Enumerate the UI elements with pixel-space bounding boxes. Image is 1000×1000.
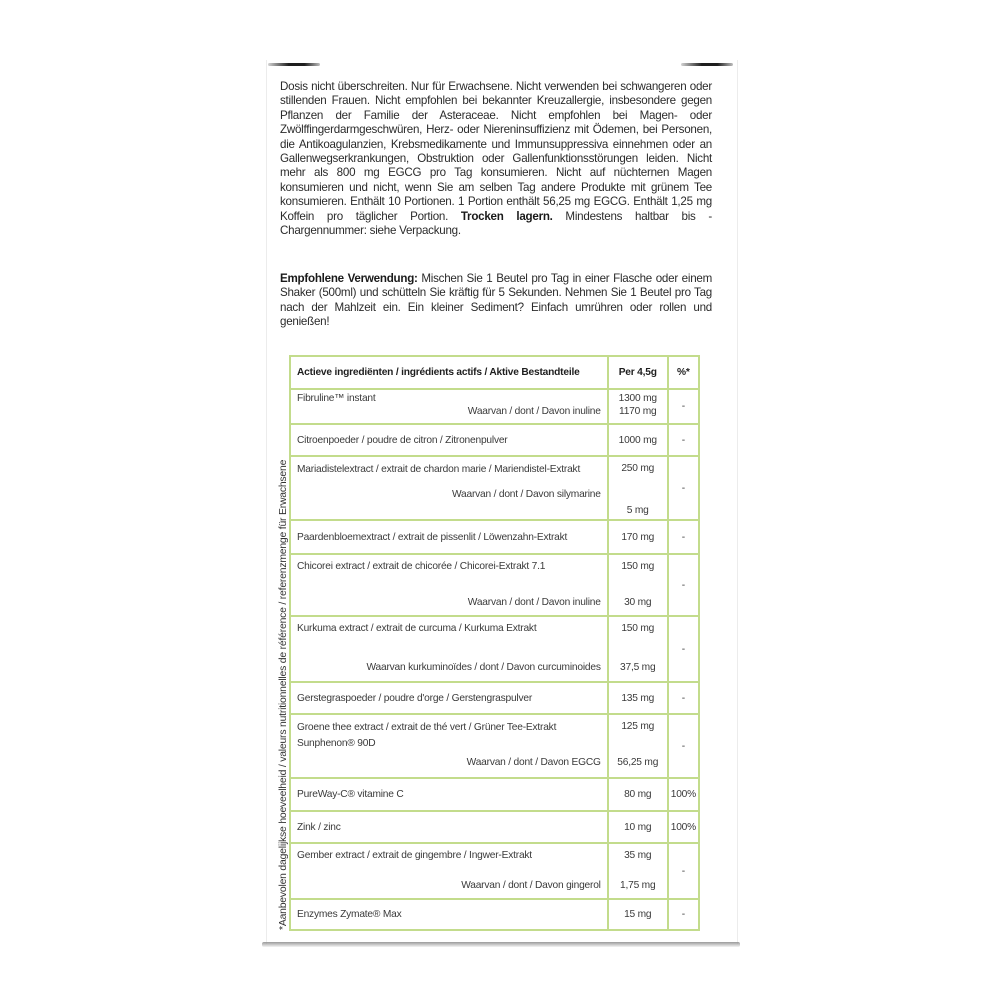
ingredient-name: Citroenpoeder / poudre de citron / Zitronenpulver (297, 434, 508, 446)
ingredient-sub-amount: 30 mg (624, 597, 652, 608)
table-row (290, 616, 699, 682)
ingredient-amount: 150 mg (621, 561, 655, 572)
ingredient-sub: Waarvan / dont / Davon silymarine (452, 489, 601, 500)
ingredient-sub-amount: 37,5 mg (620, 662, 656, 673)
ingredient-name: Paardenbloemextract / extrait de pissenlit / Löwenzahn-Extrakt (297, 531, 568, 543)
ingredient-amount: 35 mg (624, 850, 652, 861)
ingredient-percent: - (668, 520, 699, 554)
table-row (290, 682, 699, 714)
ingredient-amount: 1000 mg (618, 434, 657, 446)
storage-instruction: Trocken lagern. (460, 209, 553, 223)
ingredient-amount: 125 mg (621, 721, 655, 732)
ingredient-percent: - (668, 456, 699, 520)
ingredient-name: PureWay-C® vitamine C (297, 789, 404, 800)
ingredient-percent: - (668, 554, 699, 616)
ingredient-percent: - (668, 424, 699, 456)
ingredient-name: Gerstegraspoeder / poudre d'orge / Gerstengraspulver (297, 692, 533, 704)
table-row (290, 389, 699, 424)
ingredient-percent: - (668, 616, 699, 682)
ingredient-name: Chicorei extract / extrait de chicorée / Chicorei-Extrakt 7.1 (297, 561, 546, 572)
ingredient-sub: Waarvan / dont / Davon EGCG (466, 757, 601, 768)
warnings-text: Dosis nicht überschreiten. Nur für Erwachsene. Nicht verwenden bei schwangeren oder stillenden Frauen. Nicht empfohlen bei bekannter Kreuzallergie, insbesondere gegen Pflanzen der Familie der Asteraceae. Nicht empfohlen bei Magen- oder Zwölffingerdarmgeschwüren, Herz- oder Niereninsuffizienz mit Ödemen, bei Personen, die Antikoagulanzien, Krebsmedikamente und Immunsuppressiva einnehmen oder an Gallenwegserkrankungen, Obstruktion oder Gallenfunktionsstörungen leiden. Nicht mehr als 800 mg EGCG pro Tag konsumieren. Nicht auf nüchternen Magen konsumieren und nicht, wenn Sie am selben Tag andere Produkte mit grünem Tee konsumieren. Enthält 10 Portionen. 1 Portion enthält 56,25 mg EGCG. Enthält 1,25 mg Koffein pro täglicher Portion. (280, 80, 712, 223)
table-row (290, 554, 699, 616)
ingredient-name: Kurkuma extract / extrait de curcuma / Kurkuma Extrakt (297, 623, 537, 634)
ingredient-name: Fibruline™ instant (297, 393, 376, 404)
panel-bottom-shadow (262, 942, 740, 947)
ingredient-sub: Waarvan / dont / Davon inuline (467, 406, 601, 417)
ingredient-percent: - (668, 899, 699, 930)
ingredient-amount: 1300 mg (618, 393, 657, 404)
ingredient-percent: - (668, 714, 699, 778)
ingredient-amount: 170 mg (621, 531, 655, 543)
ingredient-sub: Waarvan kurkuminoïdes / dont / Davon curcuminoides (366, 662, 601, 673)
header-per-serving: Per 4,5g (608, 356, 668, 389)
ingredient-sub: Waarvan / dont / Davon inuline (467, 597, 601, 608)
usage-text: Mischen Sie 1 Beutel pro Tag in einer Flasche oder einem Shaker (500ml) und schütteln Sie kräftig für 5 Sekunden. Nehmen Sie 1 Beutel pro Tag nach der Mahlzeit ein. Ein kleiner Sediment? Einfach umrühren oder rollen und genießen! (280, 272, 712, 329)
ingredient-amount: 80 mg (624, 789, 652, 800)
ingredient-percent: 100% (668, 811, 699, 843)
header-ingredients: Actieve ingrediënten / ingrédients actifs / Aktive Bestandteile (290, 356, 608, 389)
usage-paragraph (280, 272, 712, 330)
ingredient-percent: - (668, 389, 699, 424)
ingredient-sub-amount: 56,25 mg (617, 757, 659, 768)
ingredient-sub: Waarvan / dont / Davon gingerol (461, 880, 601, 891)
ingredient-amount: 135 mg (621, 692, 655, 704)
warnings-tail: Mindestens haltbar bis - Chargennummer: siehe Verpackung. (280, 209, 712, 238)
panel-top-left-edge (268, 63, 320, 66)
ingredients-table (289, 355, 700, 931)
ingredient-amount: 15 mg (624, 909, 652, 920)
table-row (290, 456, 699, 520)
ingredient-name: Groene thee extract / extrait de thé vert / Grüner Tee-Extrakt Sunphenon® 90D (297, 722, 557, 749)
ingredient-name: Enzymes Zymate® Max (297, 909, 402, 920)
table-row (290, 843, 699, 899)
panel-top-right-edge (681, 63, 733, 66)
reference-intake-footnote: *Aanbevolen dagelijkse hoeveelheid / valeurs nutritionnelles de référence / referenzmenge für Erwachsene (278, 459, 289, 930)
ingredient-name: Gember extract / extrait de gingembre / Ingwer-Extrakt (297, 850, 532, 861)
ingredient-percent: 100% (668, 778, 699, 811)
ingredient-name: Mariadistelextract / extrait de chardon marie / Mariendistel-Extrakt (297, 464, 581, 475)
table-row (290, 714, 699, 778)
ingredient-sub-amount: 1,75 mg (620, 880, 656, 891)
table-row (290, 778, 699, 811)
ingredient-amount: 250 mg (621, 463, 655, 474)
header-percent: %* (668, 356, 699, 389)
table-row (290, 520, 699, 554)
warnings-paragraph (280, 80, 712, 238)
usage-label: Empfohlene Verwendung: (280, 272, 418, 285)
ingredient-sub-amount: 5 mg (626, 505, 649, 516)
ingredient-percent: - (668, 843, 699, 899)
ingredient-percent: - (668, 682, 699, 714)
table-row (290, 811, 699, 843)
ingredient-amount: 10 mg (624, 821, 652, 833)
ingredient-name: Zink / zinc (297, 821, 341, 833)
table-row (290, 424, 699, 456)
table-row (290, 899, 699, 930)
table-header-row (290, 356, 699, 389)
ingredient-sub-amount: 1170 mg (618, 406, 657, 417)
ingredient-amount: 150 mg (621, 623, 655, 634)
